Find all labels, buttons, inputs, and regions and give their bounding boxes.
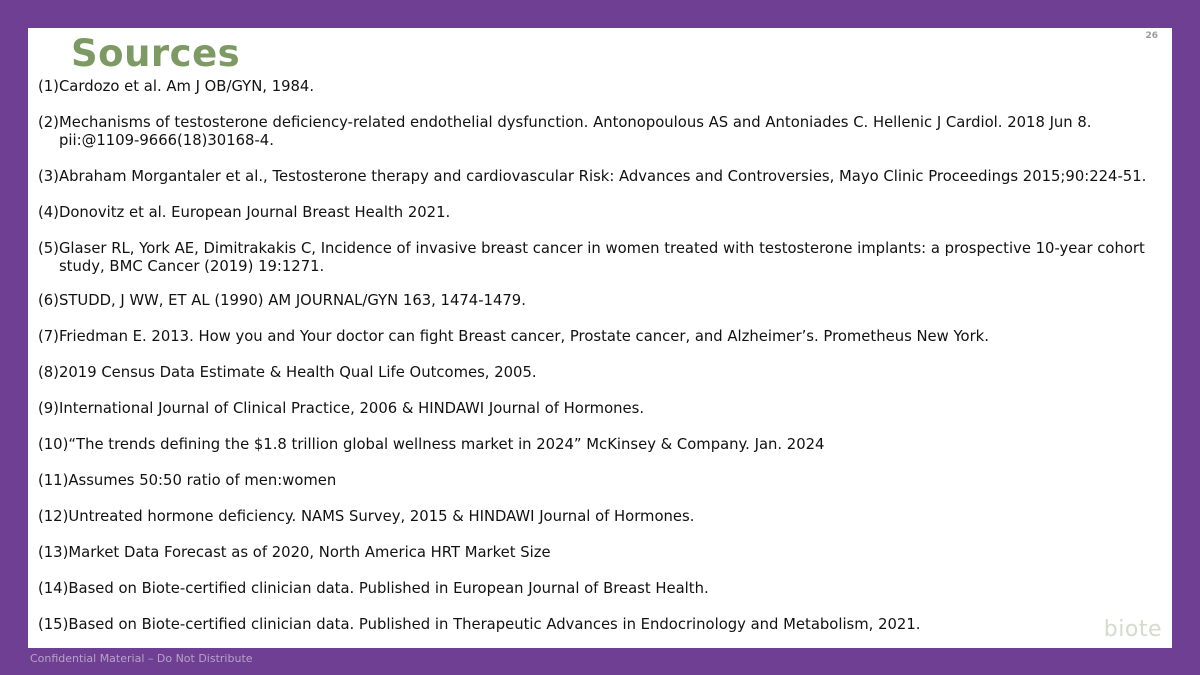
reference-number: (4) xyxy=(38,204,59,221)
reference-item xyxy=(38,328,1163,346)
reference-item xyxy=(38,168,1163,186)
reference-text: Market Data Forecast as of 2020, North America HRT Market Size xyxy=(68,544,551,561)
reference-number: (6) xyxy=(38,292,59,309)
reference-item xyxy=(38,240,1163,276)
slide xyxy=(28,28,1172,648)
reference-item xyxy=(38,78,1163,96)
reference-text: Cardozo et al. Am J OB/GYN, 1984. xyxy=(58,78,315,95)
reference-text: Untreated hormone deficiency. NAMS Survey, 2015 & HINDAWI Journal of Hormones. xyxy=(68,508,695,525)
reference-item xyxy=(38,292,1163,310)
reference-number: (10) xyxy=(38,436,69,453)
reference-text: STUDD, J WW, ET AL (1990) AM JOURNAL/GYN 163, 1474-1479. xyxy=(58,292,526,309)
reference-text: Assumes 50:50 ratio of men:women xyxy=(68,472,337,489)
reference-text: Based on Biote-certified clinician data. Published in Therapeutic Advances in Endocrinology and Metabolism, 2021. xyxy=(68,616,921,633)
confidential-footer: Confidential Material – Do Not Distribute xyxy=(30,652,253,665)
reference-number: (8) xyxy=(38,364,59,381)
reference-text: Based on Biote-certified clinician data. Published in European Journal of Breast Health. xyxy=(68,580,709,597)
reference-number: (15) xyxy=(38,616,69,633)
reference-item xyxy=(38,472,1163,490)
reference-item xyxy=(38,436,1163,454)
reference-text: Abraham Morgantaler et al., Testosterone therapy and cardiovascular Risk: Advances and Controversies, Mayo Clinic Proceedings 2015;90:224-51. xyxy=(58,168,1147,185)
reference-text: Glaser RL, York AE, Dimitrakakis C, Incidence of invasive breast cancer in women treated with testosterone implants: a prospective 10-year cohort study, BMC Cancer (2019) 19:1271. xyxy=(58,240,1145,275)
biote-logo: biote xyxy=(1103,617,1162,642)
reference-item xyxy=(38,508,1163,526)
slide-title: Sources xyxy=(71,32,241,75)
reference-text: Donovitz et al. European Journal Breast Health 2021. xyxy=(58,204,451,221)
reference-number: (11) xyxy=(38,472,69,489)
reference-number: (3) xyxy=(38,168,59,185)
reference-number: (14) xyxy=(38,580,69,597)
reference-number: (12) xyxy=(38,508,69,525)
reference-text: “The trends defining the $1.8 trillion global wellness market in 2024” McKinsey & Company. Jan. 2024 xyxy=(68,436,825,453)
page-number: 26 xyxy=(1145,31,1158,41)
reference-number: (7) xyxy=(38,328,59,345)
reference-text: Mechanisms of testosterone deficiency-related endothelial dysfunction. Antonopoulous AS and Antoniades C. Hellenic J Cardiol. 2018 Jun 8. pii:@1109-9666(18)30168-4. xyxy=(58,114,1092,149)
reference-item xyxy=(38,616,1163,634)
reference-number: (5) xyxy=(38,240,59,257)
reference-item xyxy=(38,364,1163,382)
reference-list xyxy=(38,78,1163,634)
reference-text: International Journal of Clinical Practice, 2006 & HINDAWI Journal of Hormones. xyxy=(58,400,645,417)
reference-item xyxy=(38,580,1163,598)
reference-number: (2) xyxy=(38,114,59,131)
reference-item xyxy=(38,204,1163,222)
reference-item xyxy=(38,400,1163,418)
reference-item xyxy=(38,544,1163,562)
reference-text: Friedman E. 2013. How you and Your doctor can fight Breast cancer, Prostate cancer, and Alzheimer’s. Prometheus New York. xyxy=(58,328,989,345)
reference-number: (1) xyxy=(38,78,59,95)
reference-item xyxy=(38,114,1163,150)
reference-number: (9) xyxy=(38,400,59,417)
reference-number: (13) xyxy=(38,544,69,561)
reference-text: 2019 Census Data Estimate & Health Qual Life Outcomes, 2005. xyxy=(58,364,537,381)
